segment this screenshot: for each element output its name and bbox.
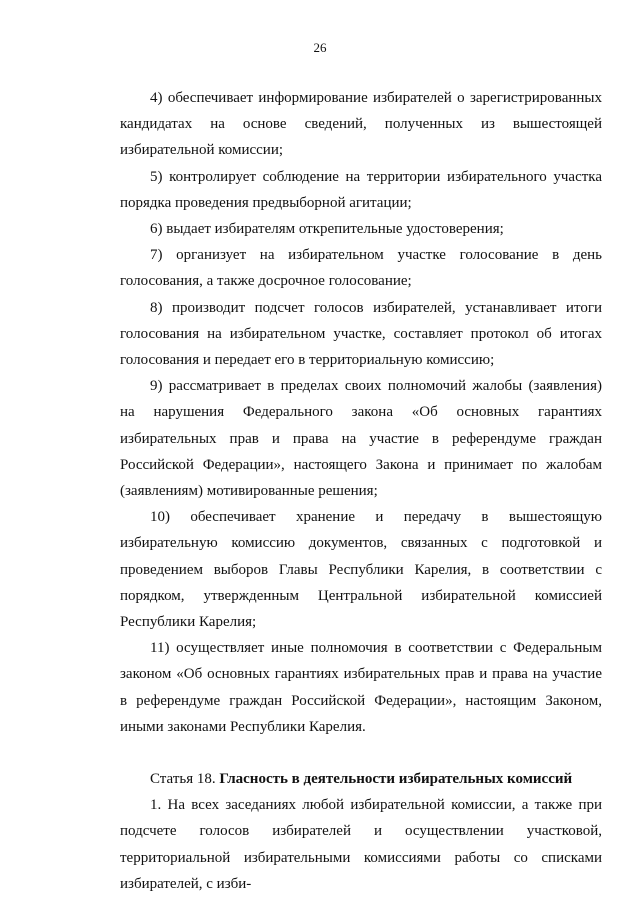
list-item-7: 7) организует на избирательном участке голосование в день голосования, а также досрочное голосование; xyxy=(120,247,602,290)
list-item-10: 10) обеспечивает хранение и передачу в вышестоящую избирательную комиссию документов, связанных с подготовкой и проведением выборов Главы Республики Карелия, в соответствии с порядком, утвержденным Центральной избирательной комиссией Республики Карелия; xyxy=(120,509,602,631)
list-item-4: 4) обеспечивает информирование избирателей о зарегистрированных кандидатах на основе сведений, полученных из вышестоящей избирательной комиссии; xyxy=(120,90,602,159)
document-body xyxy=(120,85,602,897)
article-title: Гласность в деятельности избирательных комиссий xyxy=(219,771,573,788)
section-spacer xyxy=(120,740,602,766)
page-number: 26 xyxy=(313,40,327,55)
list-item-6: 6) выдает избирателям открепительные удостоверения; xyxy=(150,221,504,238)
article-paragraph-1: 1. На всех заседаниях любой избирательной комиссии, а также при подсчете голосов избирателей и осуществлении участковой, территориальной избирательными комиссиями работы со списками избирателей, с изби- xyxy=(120,797,602,892)
article-label: Статья 18. xyxy=(150,771,216,788)
article-heading xyxy=(120,766,602,792)
list-item-8: 8) производит подсчет голосов избирателей, устанавливает итоги голосования на избирательном участке, составляет протокол об итогах голосования и передает его в территориальную комиссию; xyxy=(120,299,602,369)
list-item-9: 9) рассматривает в пределах своих полномочий жалобы (заявления) на нарушения Федерального закона «Об основных гарантиях избирательных прав и права на участие в референдуме граждан Российской Федерации», настоящего Закона и принимает по жалобам (заявлениям) мотивированные решения; xyxy=(120,378,602,500)
list-item-11: 11) осуществляет иные полномочия в соответствии с Федеральным законом «Об основных гарантиях избирательных прав и права на участие в референдуме граждан Российской Федерации», настоящим Законом, иными законами Республики Карелия. xyxy=(120,640,602,735)
list-item-5: 5) контролирует соблюдение на территории избирательного участка порядка проведения предвыборной агитации; xyxy=(120,168,602,211)
